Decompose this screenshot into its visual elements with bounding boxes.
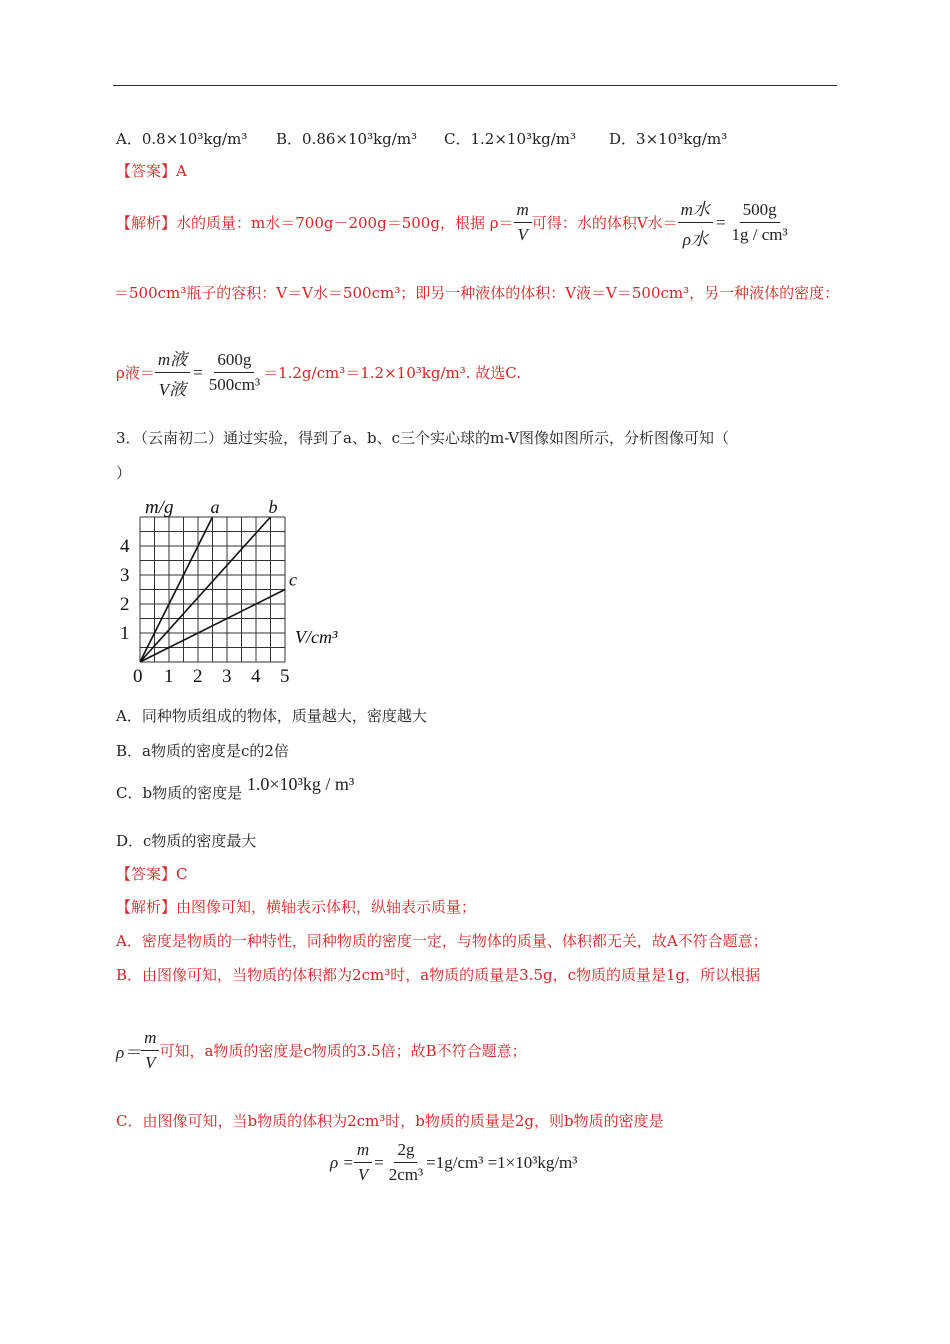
chart-labels: [120, 497, 338, 687]
analysis-label: 【解析】: [116, 898, 177, 916]
series-label-a: a: [210, 497, 220, 517]
equals-sign: =: [193, 362, 203, 382]
header-rule: [113, 85, 837, 86]
rho-symbol: ρ =: [330, 1152, 354, 1172]
analysis-intro-text: 由图像可知，横轴表示体积，纵轴表示质量；: [176, 898, 477, 916]
answer-label: 【答案】: [116, 865, 177, 883]
series-label-b: b: [268, 497, 278, 517]
m-over-v-fraction: $\frac{m}{V}$: [354, 1140, 372, 1185]
q3-option-b: B．a物质的密度是c的2倍: [116, 742, 289, 760]
answer-value: C: [176, 865, 188, 883]
y-tick-label: 4: [120, 536, 130, 557]
final-result: =1g/cm³ =1×10³kg/m³: [426, 1152, 578, 1172]
option-c-math: 1.0×10³kg / m³: [246, 774, 355, 794]
x-tick-label: 1: [164, 666, 174, 687]
analysis-b2-text: 可知，a物质的密度是c物质的3.5倍；故B不符合题意；: [159, 1042, 527, 1060]
y-tick-label: 1: [120, 623, 130, 644]
chart-grid: [140, 517, 285, 662]
q2-option-a: A．0.8×10³kg/m³: [116, 130, 248, 148]
q3-stem-line2: ）: [116, 464, 132, 482]
mv-chart: [115, 495, 365, 690]
x-tick-label: 5: [280, 666, 290, 687]
x-tick-label: 2: [193, 666, 203, 687]
x-tick-label: 0: [133, 666, 143, 687]
water-volume-fraction: $\frac{\text{m水}}{\text{ρ水}}$: [678, 195, 713, 250]
y-tick-label: 3: [120, 565, 130, 586]
q3-analysis-intro: [116, 896, 476, 917]
q3-analysis-a: A．密度是物质的一种特性，同种物质的密度一定，与物体的质量、体积都无关，故A不符合题意；: [116, 932, 768, 950]
rho-liquid-result: ＝1.2g/cm³＝1.2×10³kg/m³. 故选C.: [263, 364, 521, 382]
rho-symbol: ρ＝: [116, 1043, 142, 1062]
option-c-text: C．b物质的密度是: [116, 784, 243, 802]
analysis-text-mid: 可得：水的体积V水＝: [531, 214, 678, 232]
value-fraction: $\frac{2g}{\text{2cm³}}$: [388, 1140, 424, 1184]
q3-answer: [116, 863, 188, 884]
x-axis-label: V/cm³: [295, 627, 338, 647]
rho-liquid-label: ρ液＝: [116, 364, 155, 382]
q2-option-d: D．3×10³kg/m³: [609, 130, 728, 148]
density-fraction: $\frac{m}{V}$: [141, 1028, 159, 1073]
q3-analysis-b: B．由图像可知，当物质的体积都为2cm³时，a物质的质量是3.5g，c物质的质量是1g，所以根据: [116, 966, 761, 984]
q3-final-equation: [330, 1140, 577, 1185]
analysis-label: 【解析】: [116, 214, 177, 232]
q3-option-a: A．同种物质组成的物体，质量越大，密度越大: [116, 707, 427, 725]
q2-liquid-density: [116, 345, 521, 400]
y-tick-label: 2: [120, 594, 130, 615]
x-tick-label: 3: [222, 666, 232, 687]
q3-stem-line1: 3．（云南初二）通过实验，得到了a、b、c三个实心球的m-V图像如图所示，分析图像可知（: [116, 429, 730, 447]
water-volume-value-fraction: $\frac{500g}{\text{1g / cm³}}$: [731, 200, 788, 244]
q2-option-b: B．0.86×10³kg/m³: [276, 130, 418, 148]
equals-sign: =: [374, 1152, 384, 1172]
equals-sign: =: [715, 212, 726, 232]
x-tick-label: 4: [251, 666, 261, 687]
answer-value: A: [176, 162, 187, 180]
q3-analysis-c: C．由图像可知，当b物质的体积为2cm³时，b物质的质量是2g，则b物质的密度是: [116, 1112, 664, 1130]
q2-option-c: C．1.2×10³kg/m³: [444, 130, 576, 148]
analysis-text: 水的质量：m水＝700g－200g＝500g，根据 ρ＝: [176, 214, 514, 232]
q2-analysis-line1: [116, 195, 791, 250]
q2-answer: [116, 160, 187, 181]
q2-analysis-line2: ＝500cm³瓶子的容积：V＝V水＝500cm³；即另一种液体的体积：V液＝V＝500cm³，另一种液体的密度：: [114, 284, 840, 302]
liquid-fraction: $\frac{\text{m液}}{\text{V液}}$: [155, 345, 190, 400]
y-axis-label: m/g: [145, 497, 174, 518]
q3-option-d: D．c物质的密度最大: [116, 832, 257, 850]
liquid-value-fraction: $\frac{600g}{\text{500cm³}}$: [208, 350, 261, 394]
series-label-c: c: [289, 569, 297, 590]
q3-analysis-b2: [116, 1028, 527, 1073]
answer-label: 【答案】: [116, 162, 177, 180]
density-fraction: $\frac{m}{V}$: [514, 200, 532, 245]
q3-option-c: [116, 774, 355, 803]
